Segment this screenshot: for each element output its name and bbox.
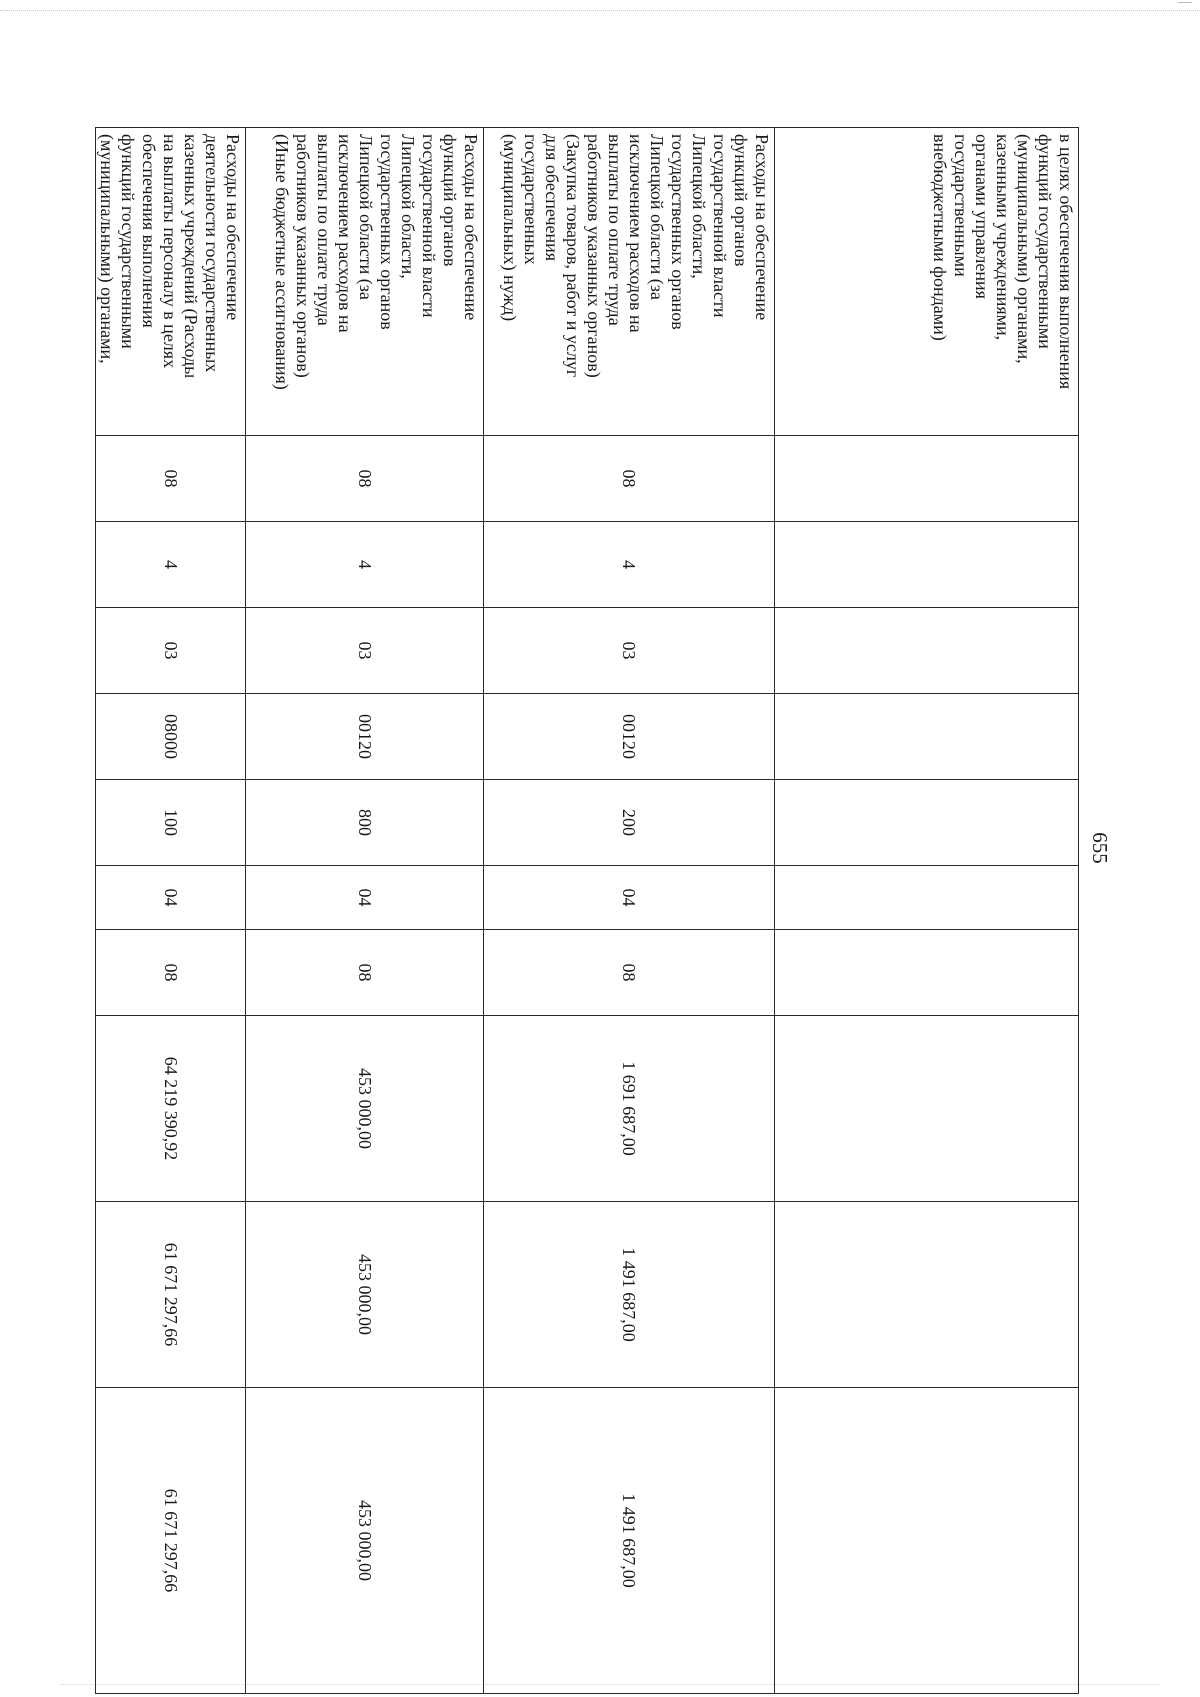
code-col-4 xyxy=(775,694,1079,780)
description-line: работников указанных органов) xyxy=(584,134,604,378)
table-row xyxy=(96,128,246,1694)
description-line: выплаты по оплате труда xyxy=(605,134,625,326)
description-line: внебюджетными фондами) xyxy=(930,134,950,341)
description-line: государственной власти xyxy=(419,134,439,318)
table-row xyxy=(484,128,775,1694)
description-line: в целях обеспечения выполнения xyxy=(1056,134,1076,390)
code-col-1: 08 xyxy=(246,436,484,522)
code-col-3 xyxy=(775,608,1079,694)
description-line: (муниципальными) органами, xyxy=(97,134,117,364)
code-col-2 xyxy=(775,522,1079,608)
code-col-2: 4 xyxy=(246,522,484,608)
description-line: (муниципальных) нужд) xyxy=(500,134,520,322)
description-line: исключением расходов на xyxy=(335,134,355,333)
description-line: Липецкой области (за xyxy=(356,134,376,300)
description-line: государственных xyxy=(521,134,541,265)
description-line: функций государственными xyxy=(1035,134,1055,349)
description-line: Расходы на обеспечение xyxy=(461,134,481,321)
code-col-4: 08000 xyxy=(96,694,246,780)
code-col-7: 08 xyxy=(96,930,246,1016)
amount-col-3: 61 671 297,66 xyxy=(96,1388,246,1694)
code-col-3: 03 xyxy=(246,608,484,694)
row-description xyxy=(484,128,775,436)
amount-col-1 xyxy=(775,1016,1079,1202)
code-col-4: 00120 xyxy=(484,694,775,780)
code-col-7: 08 xyxy=(484,930,775,1016)
code-col-2: 4 xyxy=(484,522,775,608)
amount-col-3 xyxy=(775,1388,1079,1694)
code-col-6 xyxy=(775,866,1079,930)
code-col-1: 08 xyxy=(484,436,775,522)
description-line: функций органов xyxy=(440,134,460,267)
description-line: Липецкой области, xyxy=(398,134,418,279)
description-line: обеспечения выполнения xyxy=(139,134,159,328)
description-line: Липецкой области, xyxy=(689,134,709,279)
budget-table-frame xyxy=(97,127,1079,1684)
amount-col-2: 61 671 297,66 xyxy=(96,1202,246,1388)
description-line: Расходы на обеспечение xyxy=(223,134,243,321)
description-line: функций государственными xyxy=(118,134,138,349)
amount-col-3: 453 000,00 xyxy=(246,1388,484,1694)
description-line: выплаты по оплате труда xyxy=(314,134,334,326)
code-col-6: 04 xyxy=(484,866,775,930)
scan-top-edge xyxy=(0,10,1200,11)
description-line: казенных учреждений (Расходы xyxy=(181,134,201,379)
amount-col-1: 1 691 687,00 xyxy=(484,1016,775,1202)
description-line: государственной власти xyxy=(710,134,730,318)
table-row xyxy=(775,128,1079,1694)
code-col-6: 04 xyxy=(246,866,484,930)
description-line: государственными xyxy=(951,134,971,277)
code-col-2: 4 xyxy=(96,522,246,608)
code-col-5 xyxy=(775,780,1079,866)
amount-col-2: 1 491 687,00 xyxy=(484,1202,775,1388)
code-col-3: 03 xyxy=(96,608,246,694)
description-line: (муниципальными) органами, xyxy=(1014,134,1034,364)
code-col-3: 03 xyxy=(484,608,775,694)
code-col-7 xyxy=(775,930,1079,1016)
description-line: на выплаты персоналу в целях xyxy=(160,134,180,369)
amount-col-2 xyxy=(775,1202,1079,1388)
description-line: исключением расходов на xyxy=(626,134,646,333)
description-line: государственных органов xyxy=(377,134,397,330)
description-line: государственных органов xyxy=(668,134,688,330)
code-col-1: 08 xyxy=(96,436,246,522)
table-row xyxy=(246,128,484,1694)
amount-col-1: 64 219 390,92 xyxy=(96,1016,246,1202)
description-line: казенными учреждениями, xyxy=(993,134,1013,341)
budget-table xyxy=(95,127,1079,1694)
description-line: функций органов xyxy=(731,134,751,267)
row-description xyxy=(246,128,484,436)
description-line: органами управления xyxy=(972,134,992,299)
amount-col-2: 453 000,00 xyxy=(246,1202,484,1388)
description-line: Расходы на обеспечение xyxy=(752,134,772,321)
code-col-1 xyxy=(775,436,1079,522)
page-number: 655 xyxy=(1088,832,1112,864)
description-line: (Закупка товаров, работ и услуг xyxy=(563,134,583,378)
description-line: деятельности государственных xyxy=(202,134,222,373)
description-line: для обеспечения xyxy=(542,134,562,262)
description-line: работников указанных органов) xyxy=(293,134,313,378)
code-col-5: 200 xyxy=(484,780,775,866)
code-col-6: 04 xyxy=(96,866,246,930)
row-description xyxy=(775,128,1079,436)
code-col-4: 00120 xyxy=(246,694,484,780)
row-description xyxy=(96,128,246,436)
code-col-5: 800 xyxy=(246,780,484,866)
description-line: Липецкой области (за xyxy=(647,134,667,300)
scan-corner-mark xyxy=(1178,2,1192,11)
amount-col-3: 1 491 687,00 xyxy=(484,1388,775,1694)
amount-col-1: 453 000,00 xyxy=(246,1016,484,1202)
code-col-5: 100 xyxy=(96,780,246,866)
description-line: (Иные бюджетные ассигнования) xyxy=(272,134,292,390)
code-col-7: 08 xyxy=(246,930,484,1016)
